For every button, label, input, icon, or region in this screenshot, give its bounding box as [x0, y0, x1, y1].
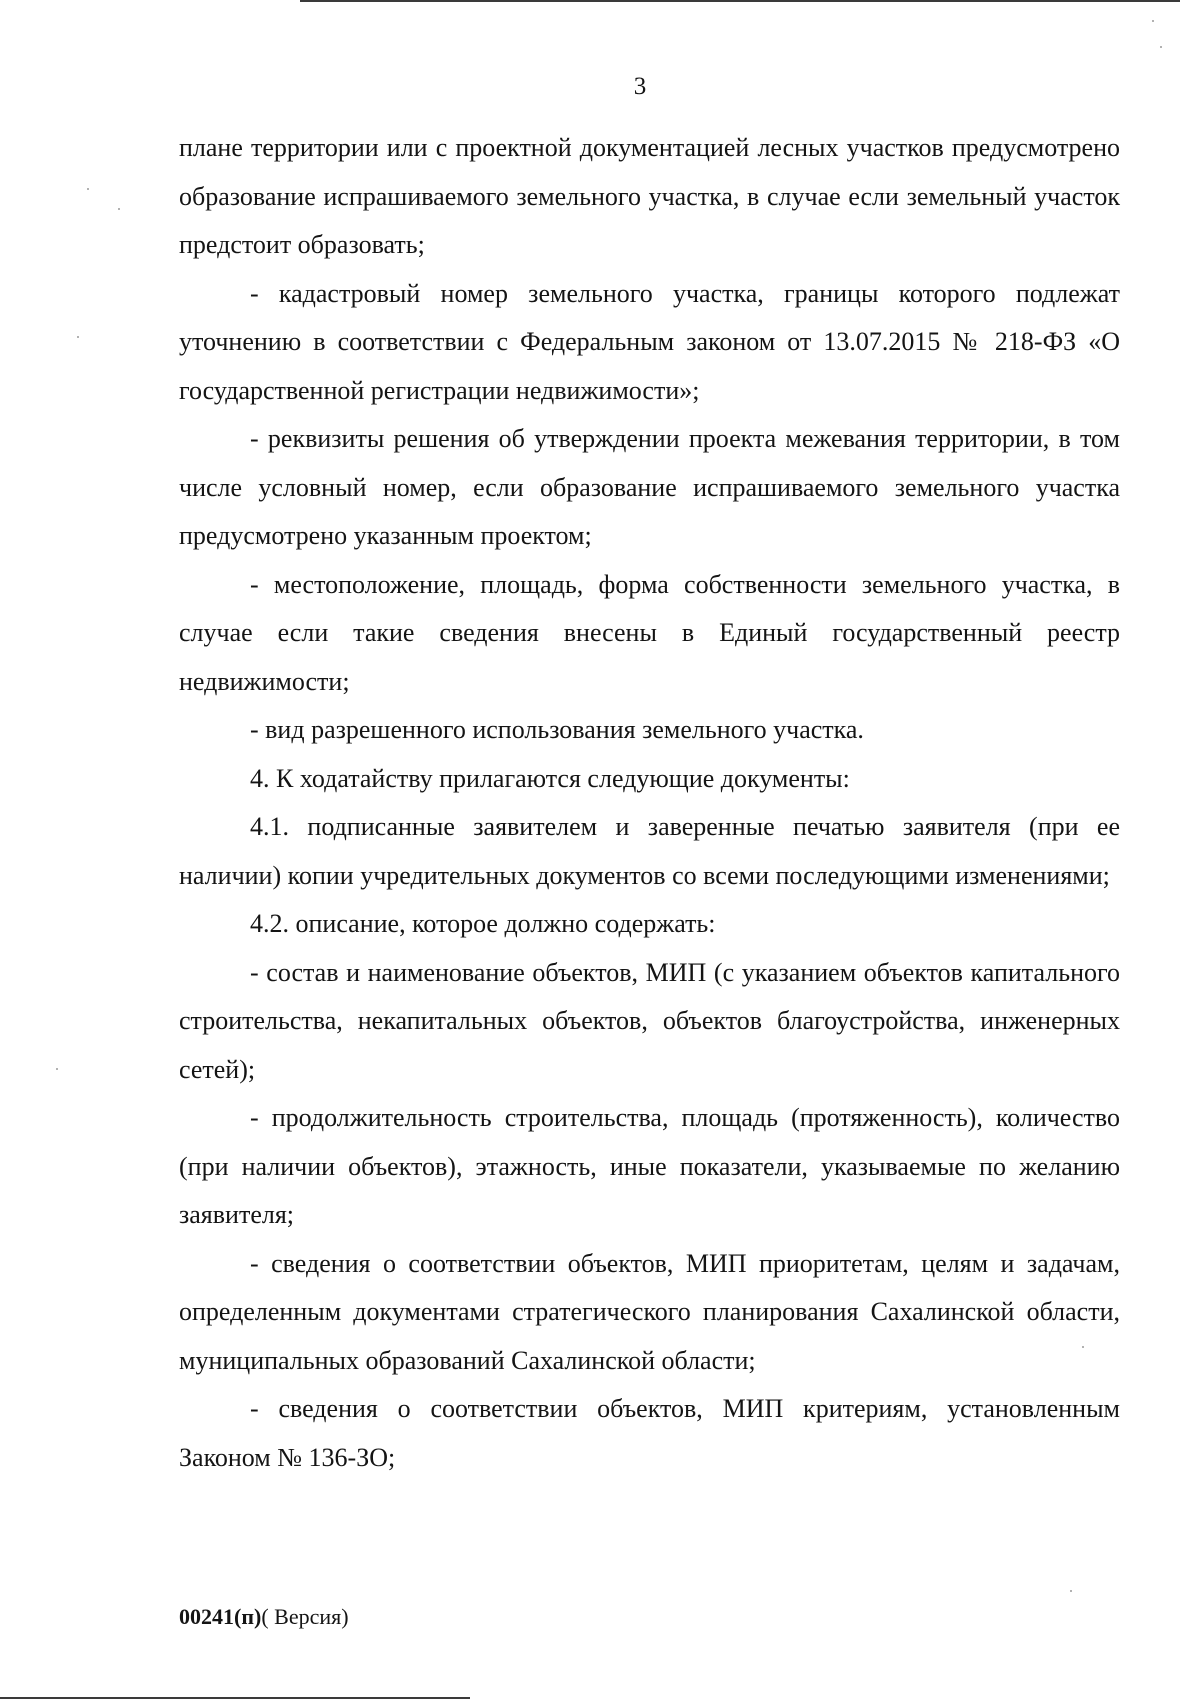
paragraph-objects-composition: - состав и наименование объектов, МИП (с указанием объектов капитального строительства, некапитальных объектов, объектов благоустройства, инженерных сетей); [179, 957, 1120, 1084]
paragraph-construction-duration: - продолжительность строительства, площадь (протяженность), количество (при наличии объектов), этажность, иные показатели, указываемые по желанию заявителя; [179, 1103, 1120, 1229]
footer-version: ( Версия) [261, 1604, 349, 1629]
scan-bottom-edge-line [0, 1697, 470, 1699]
paragraph-criteria-compliance: - сведения о соответствии объектов, МИП критериям, установленным Законом № 136-ЗО; [179, 1394, 1120, 1472]
scan-speck [1160, 46, 1162, 48]
paragraph-continuation: плане территории или с проектной документацией лесных участков предусмотрено образование испрашиваемого земельного участка, в случае если земельный участок предстоит образовать; [179, 133, 1120, 259]
paragraph-location-area: - местоположение, площадь, форма собственности земельного участка, в случае если такие сведения внесены в Единый государственный реестр недвижимости; [179, 569, 1120, 696]
scan-speck [1152, 20, 1154, 22]
scan-speck [56, 1068, 58, 1070]
scan-speck [118, 208, 120, 210]
paragraph-4-1: 4.1. подписанные заявителем и заверенные печатью заявителя (при ее наличии) копии учредительных документов со всеми последующими изменениями; [179, 812, 1120, 890]
paragraph-attached-documents: 4. К ходатайству прилагаются следующие документы: [250, 763, 850, 793]
paragraph-cadastral-number: - кадастровый номер земельного участка, границы которого подлежат уточнению в соответствии с Федеральным законом от 13.07.2015 № 218-ФЗ «О государственной регистрации недвижимости»; [179, 278, 1120, 405]
footer-document-code [179, 1603, 349, 1631]
scan-top-edge-line [300, 0, 1180, 2]
paragraph-permitted-use: - вид разрешенного использования земельного участка. [250, 715, 864, 744]
footer-code-number: 00241(п) [179, 1604, 262, 1629]
scan-speck [87, 188, 89, 190]
scan-speck [77, 336, 79, 338]
scan-speck [1070, 1590, 1072, 1592]
paragraph-survey-project-details: - реквизиты решения об утверждении проекта межевания территории, в том числе условный номер, если образование испрашиваемого земельного участка предусмотрено указанным проектом; [179, 424, 1120, 550]
paragraph-4-2: 4.2. описание, которое должно содержать: [250, 909, 716, 938]
document-body [179, 124, 1120, 1482]
page-number: 3 [633, 73, 647, 100]
paragraph-priorities-compliance: - сведения о соответствии объектов, МИП приоритетам, целям и задачам, определенным документами стратегического планирования Сахалинской области, муниципальных образований Сахалинской области; [179, 1248, 1120, 1375]
